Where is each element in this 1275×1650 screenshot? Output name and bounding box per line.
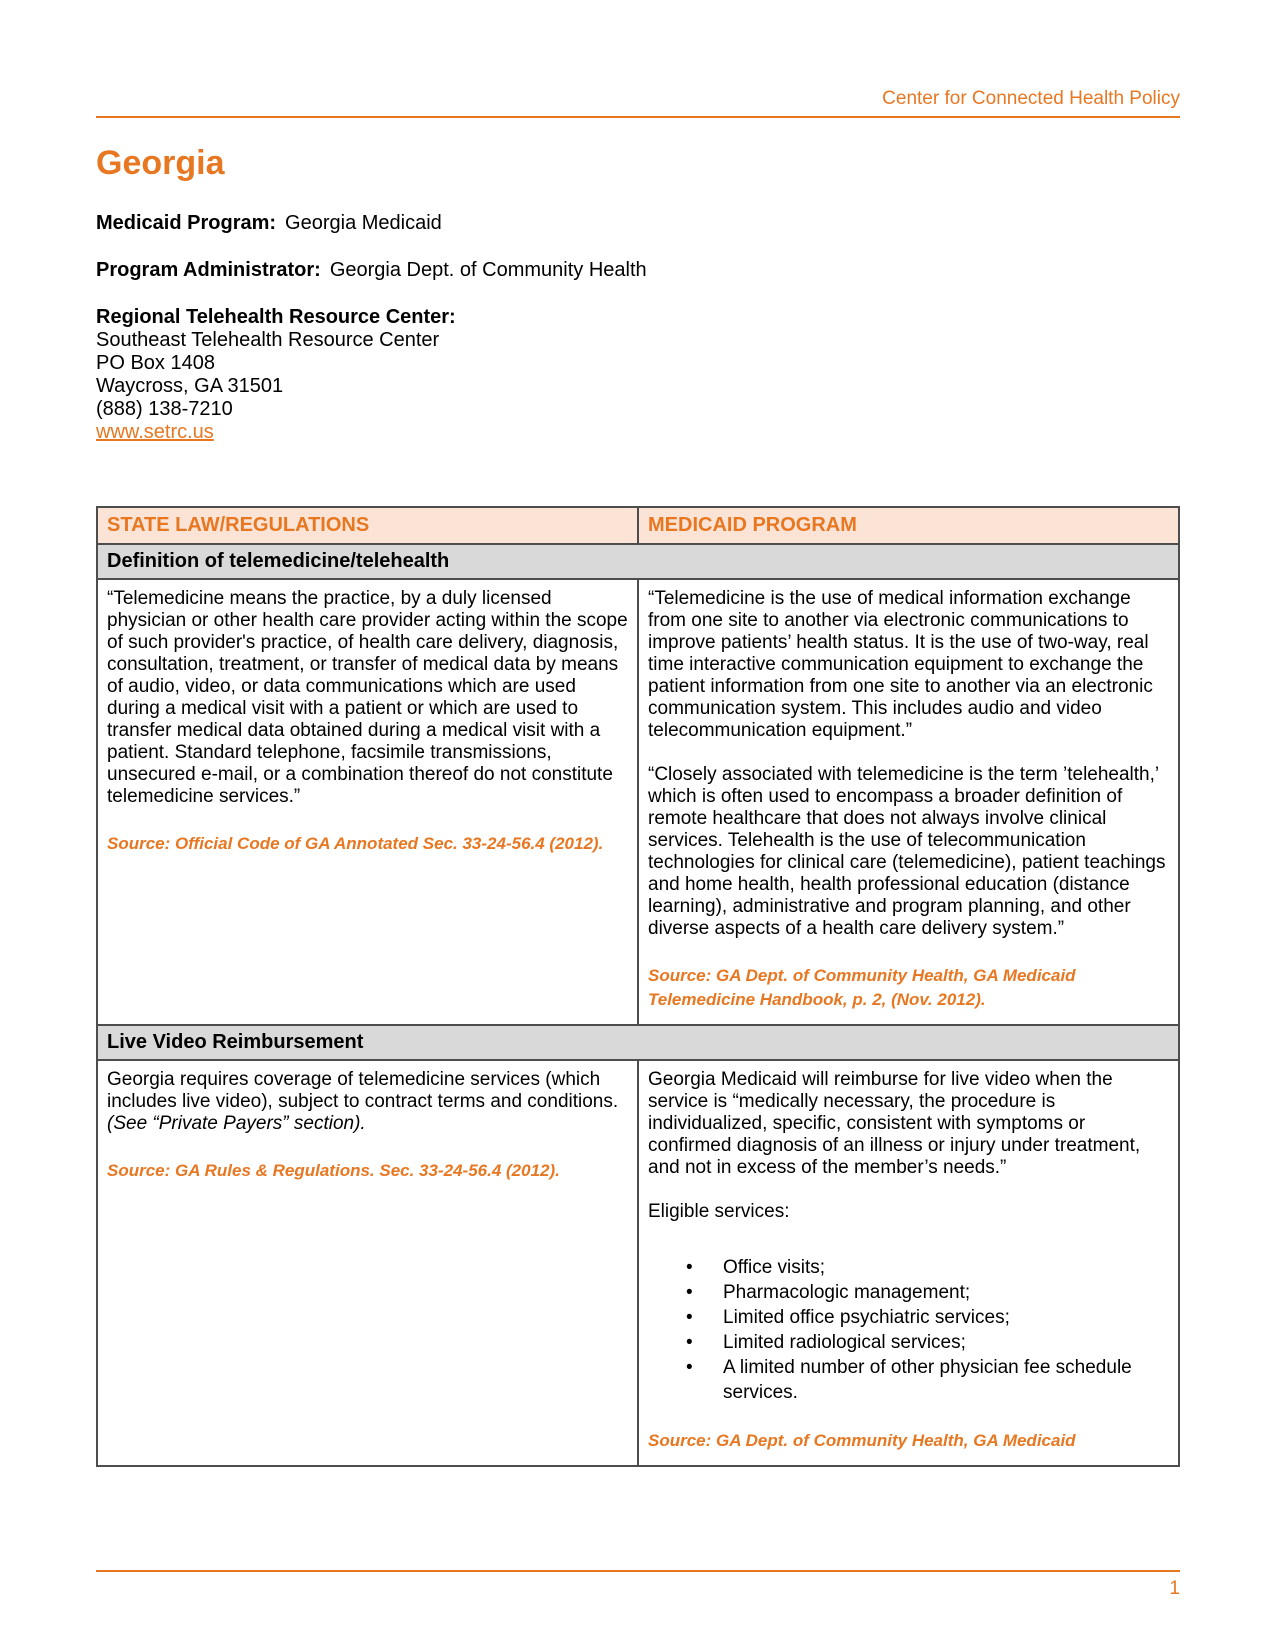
medicaid-program-label: Medicaid Program: bbox=[96, 212, 277, 234]
definition-medicaid-quote-2: “Closely associated with telemedicine is the term ’telehealth,’ which is often used to encompass a broader definition of remote healthcare that does not always involve clinical services. Telehealth is the use of telecommunication technologies for clinical care (telemedicine), patient teachings and home health, health professional education (distance learning), administrative and program planning, and other diverse aspects of a health care delivery system.” bbox=[648, 764, 1166, 939]
header-divider bbox=[96, 116, 1180, 118]
section-heading-live-video: Live Video Reimbursement bbox=[97, 1025, 1179, 1060]
program-administrator-label: Program Administrator: bbox=[96, 259, 321, 281]
table-header-row bbox=[97, 507, 1179, 544]
page-title: Georgia bbox=[96, 144, 225, 182]
eligible-service-item: • A limited number of other physician fee schedule services. bbox=[686, 1355, 1169, 1405]
policy-table bbox=[96, 506, 1180, 1467]
page-number: 1 bbox=[1169, 1578, 1180, 1599]
eligible-services-label: Eligible services: bbox=[648, 1201, 790, 1222]
definition-state-law-source: Source: Official Code of GA Annotated Sec. 33-24-56.4 (2012). bbox=[107, 834, 604, 853]
live-video-content-row bbox=[97, 1060, 1179, 1466]
eligible-service-item: • Pharmacologic management; bbox=[686, 1280, 1169, 1305]
resource-center-phone: (888) 138-7210 bbox=[96, 398, 233, 420]
cell-definition-medicaid bbox=[638, 579, 1179, 1025]
resource-center-link-line bbox=[96, 421, 1180, 444]
section-row-live-video bbox=[97, 1025, 1179, 1060]
program-administrator-value: Georgia Dept. of Community Health bbox=[329, 259, 647, 281]
resource-center-name: Southeast Telehealth Resource Center bbox=[96, 329, 440, 351]
live-video-medicaid-source: Source: GA Dept. of Community Health, GA Medicaid bbox=[648, 1431, 1076, 1450]
live-video-state-law-source: Source: GA Rules & Regulations. Sec. 33-24-56.4 (2012). bbox=[107, 1161, 560, 1180]
live-video-state-law-see-note: (See “Private Payers” section). bbox=[107, 1113, 366, 1134]
section-row-definition bbox=[97, 544, 1179, 579]
column-header-medicaid-program: MEDICAID PROGRAM bbox=[638, 507, 1179, 544]
definition-medicaid-source: Source: GA Dept. of Community Health, GA Medicaid Telemedicine Handbook, p. 2, (Nov. 2012). bbox=[648, 966, 1076, 1009]
setrc-link[interactable]: www.setrc.us bbox=[96, 421, 214, 443]
definition-state-law-quote: “Telemedicine means the practice, by a duly licensed physician or other health care provider acting within the scope of such provider's practice, of health care delivery, diagnosis, consultation, treatment, or transfer of medical data by means of audio, video, or data communications which are used during a medical visit with a patient or which are used to transfer medical data obtained during a medical visit with a patient. Standard telephone, facsimile transmissions, unsecured e-mail, or a combination thereof do not constitute telemedicine services.” bbox=[107, 588, 628, 807]
cell-live-video-state-law bbox=[97, 1060, 638, 1466]
live-video-state-law-paragraph bbox=[107, 1069, 628, 1135]
page-footer bbox=[96, 1570, 1180, 1600]
definition-content-row bbox=[97, 579, 1179, 1025]
live-video-medicaid-paragraph: Georgia Medicaid will reimburse for live video when the service is “medically necessary, the procedure is individualized, specific, consistent with symptoms or confirmed diagnosis of an illness or injury under treatment, and not in excess of the member’s needs.” bbox=[648, 1069, 1141, 1178]
medicaid-program-value: Georgia Medicaid bbox=[285, 212, 442, 234]
cell-live-video-medicaid bbox=[638, 1060, 1179, 1466]
cell-definition-state-law bbox=[97, 579, 638, 1025]
column-header-state-law: STATE LAW/REGULATIONS bbox=[97, 507, 638, 544]
program-administrator-line bbox=[96, 259, 1180, 282]
eligible-service-item: • Limited office psychiatric services; bbox=[686, 1305, 1169, 1330]
eligible-services-list bbox=[686, 1255, 1169, 1405]
telehealth-resource-center-block bbox=[96, 306, 1180, 444]
section-heading-definition: Definition of telemedicine/telehealth bbox=[97, 544, 1179, 579]
definition-medicaid-quote-1: “Telemedicine is the use of medical information exchange from one site to another via electronic communications to improve patients’ health status. It is the use of two-way, real time interactive communication equipment to exchange the patient information from one site to another via an electronic communication system. This includes audio and video telecommunication equipment.” bbox=[648, 588, 1153, 741]
medicaid-program-line bbox=[96, 212, 1180, 235]
resource-center-pobox: PO Box 1408 bbox=[96, 352, 215, 374]
eligible-service-item: • Limited radiological services; bbox=[686, 1330, 1169, 1355]
live-video-state-law-text: Georgia requires coverage of telemedicine services (which includes live video), subject to contract terms and conditions. bbox=[107, 1069, 619, 1112]
resource-center-city: Waycross, GA 31501 bbox=[96, 375, 284, 397]
brand-header: Center for Connected Health Policy bbox=[882, 88, 1180, 109]
resource-center-label: Regional Telehealth Resource Center: bbox=[96, 306, 456, 328]
eligible-service-item: • Office visits; bbox=[686, 1255, 1169, 1280]
